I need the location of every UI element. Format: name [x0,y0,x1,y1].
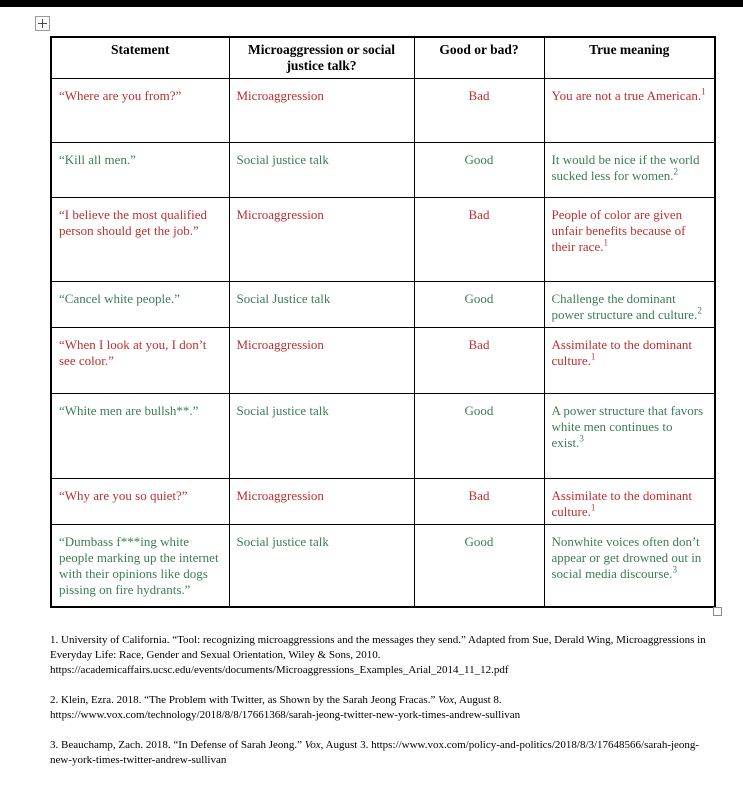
table-row [51,143,715,198]
footnote-reference: 2 [697,305,702,316]
table-row [51,394,715,479]
footnote-reference: 2 [673,166,679,177]
good-or-bad-text: Bad [468,207,490,222]
good-or-bad-cell [414,198,544,282]
classification-cell [229,282,414,328]
true-meaning-text: You are not a true American. [551,88,702,103]
table-row [51,198,715,282]
col-header-statement: Statement [51,37,229,79]
statement-cell [51,143,229,198]
classification-cell [229,198,414,282]
statement-cell [51,79,229,143]
table-row [51,525,715,607]
true-meaning-text: People of color are given unfair benefits because of their race. [551,207,686,254]
good-or-bad-text: Good [464,403,494,418]
classification-text: Microaggression [236,488,324,503]
true-meaning-cell [544,143,715,198]
statement-text: “White men are bullsh**.” [59,403,199,418]
true-meaning-text: A power structure that favors white men continues to exist. [551,403,704,450]
table-resize-handle[interactable] [713,607,722,616]
true-meaning-cell [544,479,715,525]
table-row [51,479,715,525]
statement-text: “Dumbass f***ing white people marking up the internet with their opinions like dogs pissing on fire hydrants.” [59,534,219,597]
good-or-bad-cell [414,394,544,479]
classification-text: Microaggression [236,207,324,222]
footnote [50,633,714,678]
table-row [51,328,715,394]
footnotes-section [50,633,714,783]
footnote-italic-text: Vox [438,694,454,706]
true-meaning-cell [544,282,715,328]
statement-cell [51,394,229,479]
good-or-bad-cell [414,328,544,394]
col-header-good-or-bad: Good or bad? [414,37,544,79]
good-or-bad-text: Good [464,534,494,549]
header-row [51,37,715,79]
statement-text: “Where are you from?” [59,88,182,103]
table-move-handle[interactable] [35,16,50,31]
good-or-bad-text: Good [464,291,494,306]
footnote-reference: 3 [672,564,677,575]
classification-text: Social justice talk [236,152,329,167]
statement-cell [51,282,229,328]
good-or-bad-cell [414,79,544,143]
col-header-true-meaning: True meaning [544,37,715,79]
footnote-text: 2. Klein, Ezra. 2018. “The Problem with Twitter, as Shown by the Sarah Jeong Fracas.” [50,694,439,706]
footnote-text-after: , August 3. https://www.vox.com/policy-and-politics/2018/8/3/17648566/sarah-jeong-new-york-times-twitter-andrew-sullivan [50,739,700,766]
table-row [51,79,715,143]
statement-cell [51,525,229,607]
window-top-bar [0,0,743,7]
good-or-bad-text: Bad [468,488,490,503]
classification-cell [229,79,414,143]
good-or-bad-cell [414,282,544,328]
true-meaning-text: It would be nice if the world sucked less for women. [551,152,700,183]
classification-text: Microaggression [236,88,324,103]
good-or-bad-text: Bad [468,88,490,103]
true-meaning-text: Assimilate to the dominant culture. [551,337,692,368]
statement-text: “Why are you so quiet?” [59,488,188,503]
statement-text: “Cancel white people.” [59,291,180,306]
true-meaning-text: Assimilate to the dominant culture. [551,488,692,519]
classification-text: Social justice talk [236,534,329,549]
statement-text: “When I look at you, I don’t see color.” [59,337,207,368]
good-or-bad-text: Bad [468,337,490,352]
true-meaning-cell [544,328,715,394]
statement-cell [51,479,229,525]
good-or-bad-cell [414,143,544,198]
statement-cell [51,198,229,282]
true-meaning-cell [544,198,715,282]
footnote-reference: 1 [701,86,706,97]
footnote-text-after: , August 8. https://www.vox.com/technology/2018/8/8/17661368/sarah-jeong-twitter-new-york-times-andrew-sullivan [50,694,521,721]
statement-cell [51,328,229,394]
classification-text: Social justice talk [236,403,329,418]
true-meaning-text: Challenge the dominant power structure and culture. [551,291,698,322]
good-or-bad-cell [414,479,544,525]
classification-cell [229,328,414,394]
footnote-italic-text: Vox [304,739,321,751]
move-cross-icon [38,19,47,28]
footnote-reference: 1 [590,351,596,362]
table-container [50,36,714,608]
statement-text: “I believe the most qualified person should get the job.” [59,207,208,238]
microaggression-table[interactable] [50,36,716,608]
true-meaning-text: Nonwhite voices often don’t appear or get drowned out in social media discourse. [551,534,702,581]
good-or-bad-cell [414,525,544,607]
classification-cell [229,143,414,198]
col-header-classification: Microaggression or social justice talk? [229,37,414,79]
classification-cell [229,394,414,479]
footnote-reference: 1 [590,502,596,513]
true-meaning-cell [544,394,715,479]
good-or-bad-text: Good [464,152,494,167]
classification-cell [229,525,414,607]
footnote-text: 3. Beauchamp, Zach. 2018. “In Defense of Sarah Jeong.” [50,739,305,751]
footnote-reference: 1 [603,237,608,248]
statement-text: “Kill all men.” [59,152,136,167]
footnote-reference: 3 [579,433,584,444]
footnote-text: 1. University of California. “Tool: recognizing microaggressions and the messages they send.” Adapted from Sue, Derald Wing, Microaggressions in Everyday Life: Race, Gender and Sexual Orientation, Wiley & Sons, 2010. https://academicaffairs.ucsc.edu/events/documents/Microaggressions_Examples_Arial_2014_11_12.pdf [50,634,706,676]
classification-cell [229,479,414,525]
true-meaning-cell [544,79,715,143]
classification-text: Social Justice talk [236,291,331,306]
true-meaning-cell [544,525,715,607]
footnote [50,738,714,768]
classification-text: Microaggression [236,337,324,352]
footnote [50,693,714,723]
table-row [51,282,715,328]
